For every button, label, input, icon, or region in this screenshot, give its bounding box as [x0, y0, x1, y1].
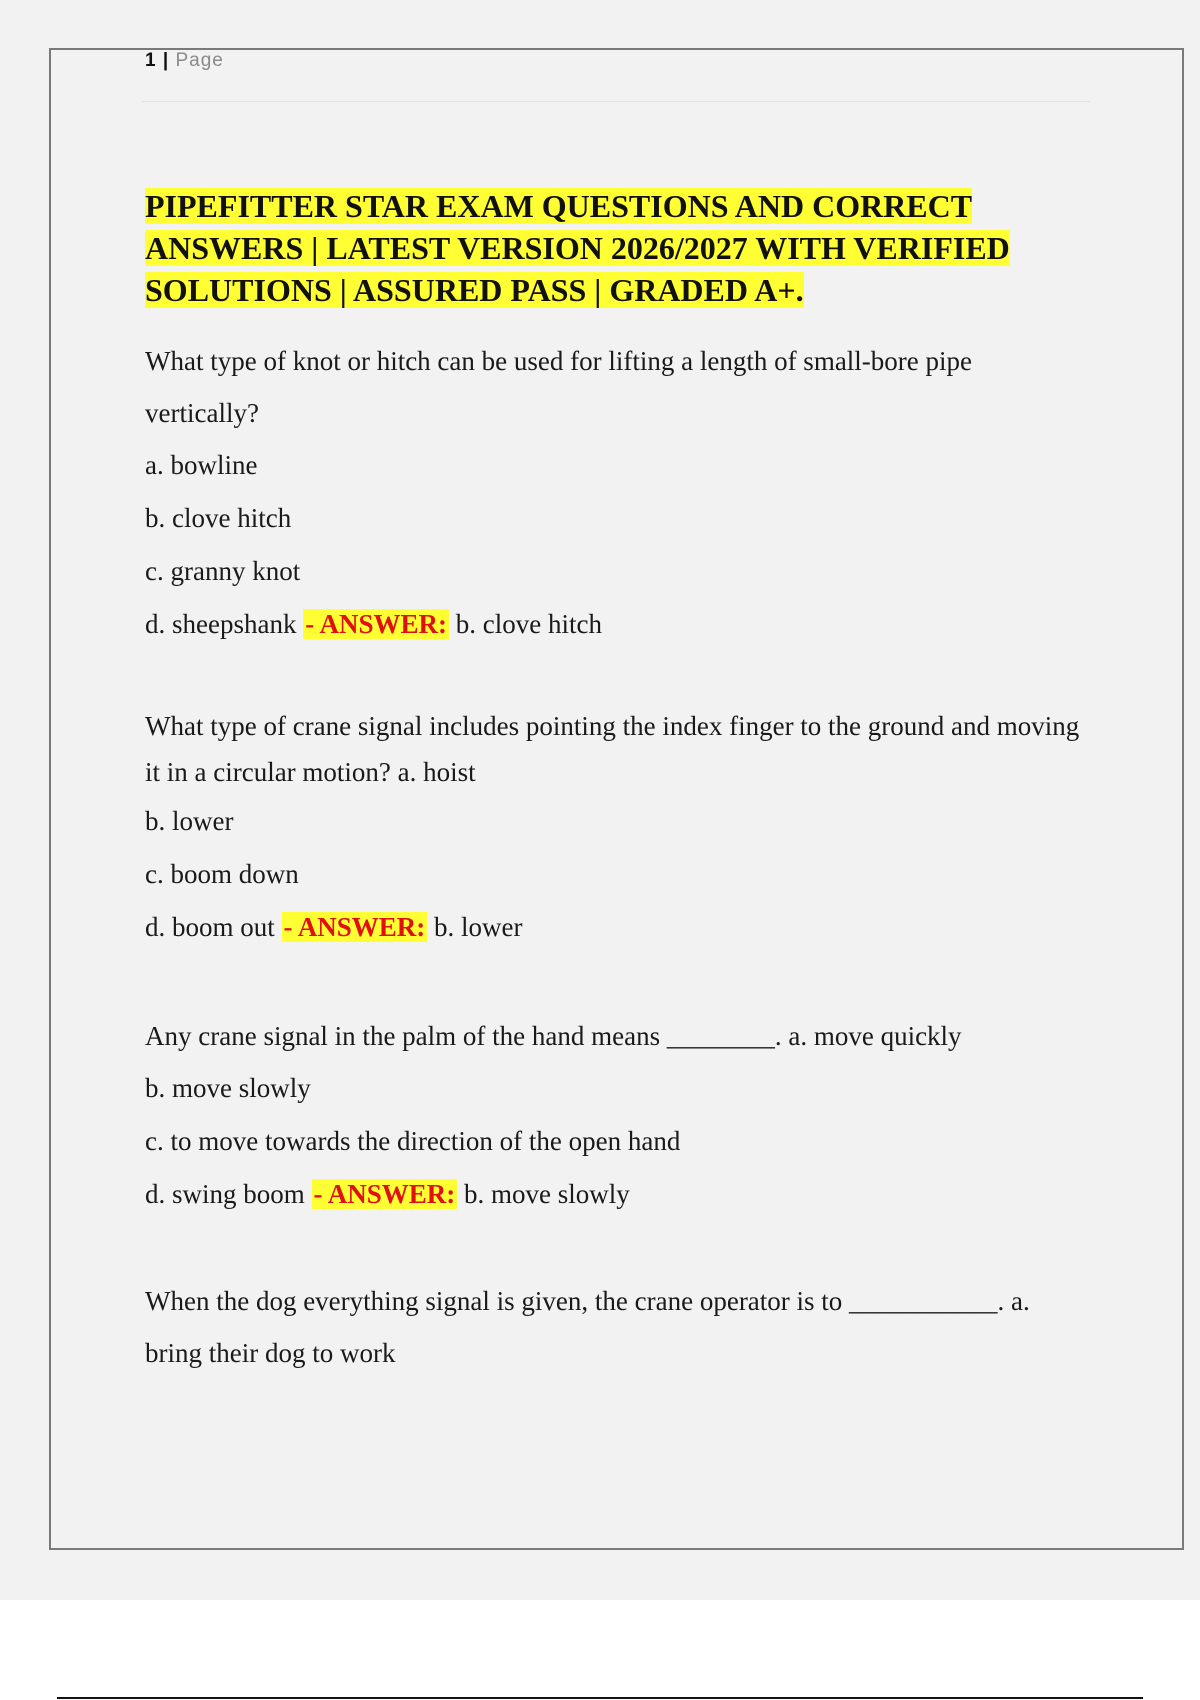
- page-word: Page: [175, 50, 224, 71]
- question-2: [145, 703, 1085, 954]
- option-d-with-answer: [145, 901, 1085, 954]
- question-1: [145, 335, 1085, 651]
- answer-text: b. clove hitch: [455, 609, 602, 639]
- option-d: d. swing boom: [145, 1179, 305, 1209]
- question-4: [145, 1275, 1085, 1379]
- question-text: Any crane signal in the palm of the hand means ________. a. move quickly: [145, 1021, 962, 1051]
- header-divider: [142, 101, 1090, 102]
- option-d: d. sheepshank: [145, 609, 297, 639]
- option-d-with-answer: [145, 1168, 1085, 1221]
- answer-label: - ANSWER:: [313, 1179, 456, 1209]
- page-header: [145, 50, 224, 72]
- option-b: b. move slowly: [145, 1073, 311, 1103]
- question-text: When the dog everything signal is given, the crane operator is to ___________. a. bring their dog to work: [145, 1286, 1030, 1368]
- option-c: c. granny knot: [145, 556, 301, 586]
- answer-label: - ANSWER:: [283, 912, 426, 942]
- option-d: d. boom out: [145, 912, 275, 942]
- question-text: What type of crane signal includes pointing the index finger to the ground and moving it in a circular motion? a. hoist: [145, 711, 1080, 787]
- question-text: What type of knot or hitch can be used for lifting a length of small-bore pipe vertically?: [145, 346, 973, 428]
- option-b: b. lower: [145, 806, 234, 836]
- answer-text: b. move slowly: [464, 1179, 630, 1209]
- question-3: [145, 1010, 1085, 1221]
- option-c: c. boom down: [145, 859, 299, 889]
- document-body: [145, 185, 1085, 1379]
- page-number: 1: [145, 50, 157, 71]
- option-d-with-answer: [145, 598, 1085, 651]
- answer-label: - ANSWER:: [305, 609, 447, 639]
- page-separator: |: [162, 50, 170, 71]
- option-a: a. bowline: [145, 450, 258, 480]
- option-c: c. to move towards the direction of the open hand: [145, 1126, 681, 1156]
- answer-text: b. lower: [434, 912, 523, 942]
- document-title: PIPEFITTER STAR EXAM QUESTIONS AND CORRECT ANSWERS | LATEST VERSION 2026/2027 WITH VERIFIED SOLUTIONS | ASSURED PASS | GRADED A+.: [145, 188, 1010, 308]
- footer-divider: [57, 1697, 1143, 1699]
- option-b: b. clove hitch: [145, 503, 292, 533]
